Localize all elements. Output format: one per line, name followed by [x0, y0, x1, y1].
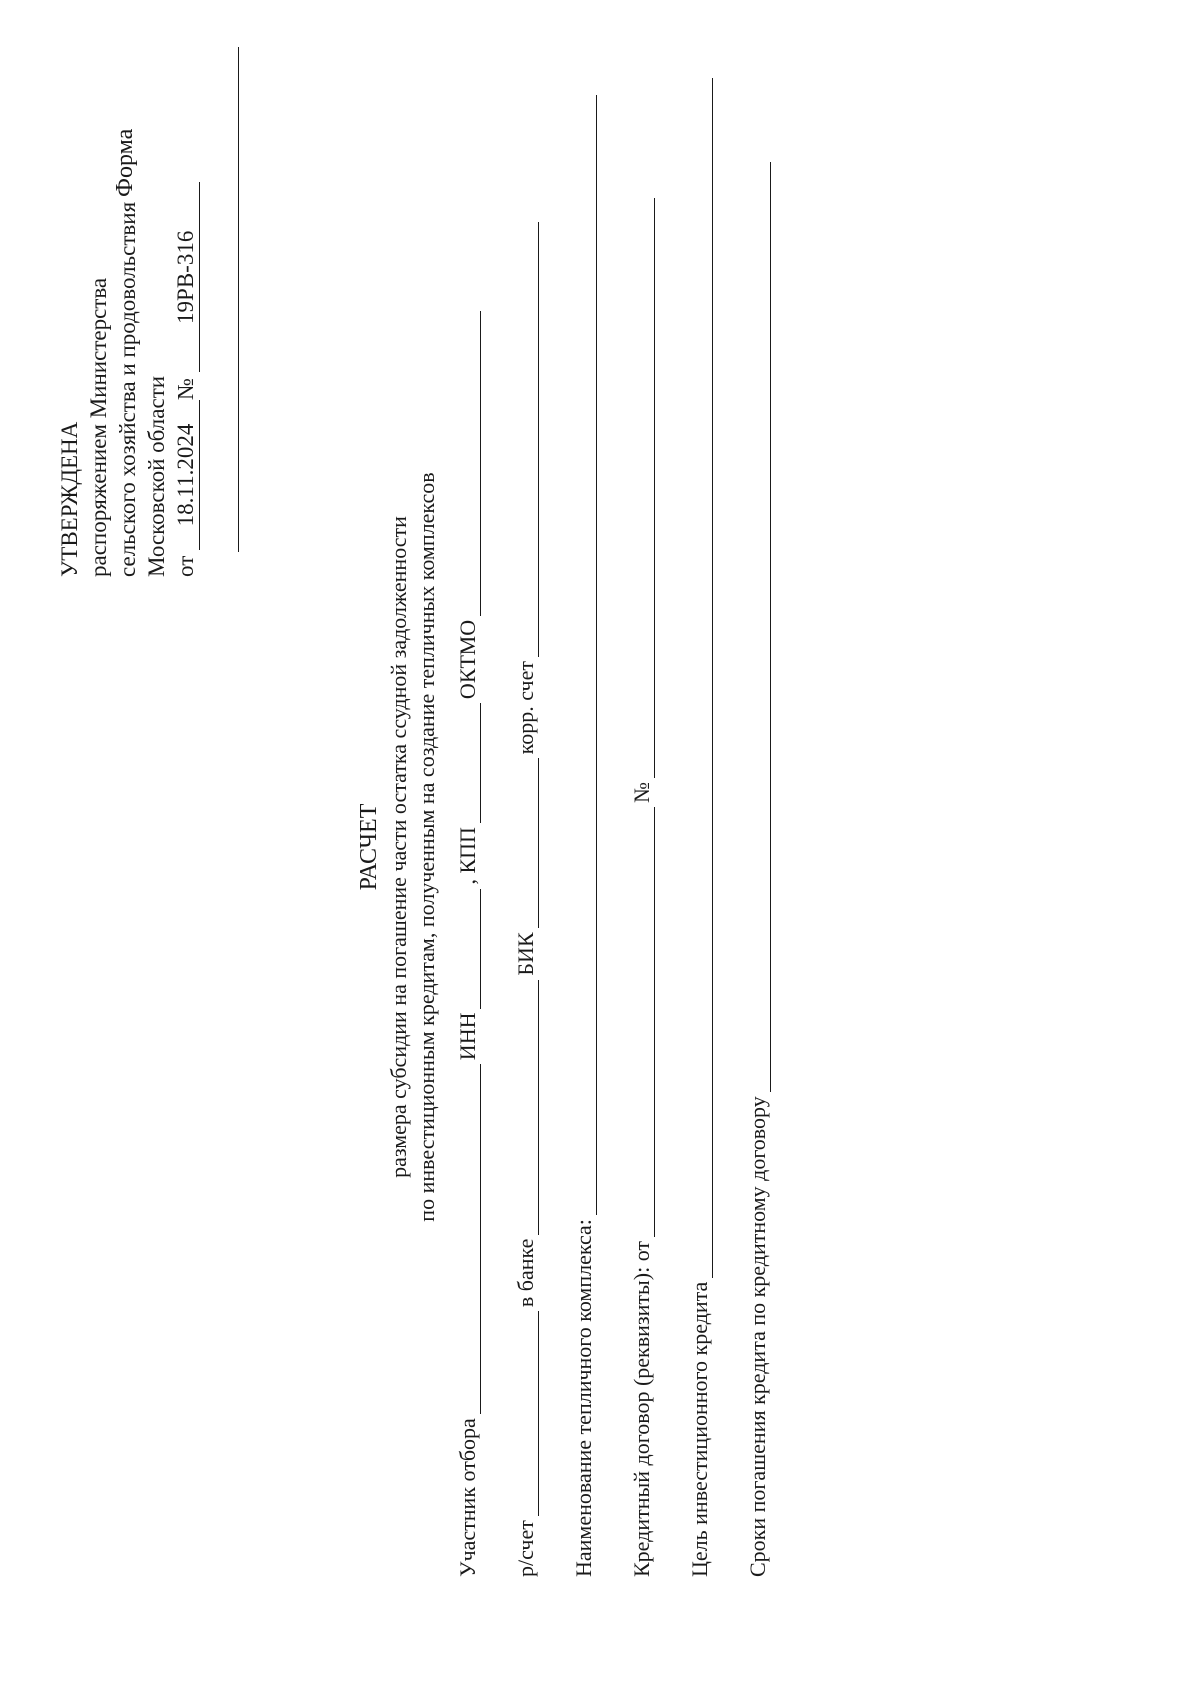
oktmo-label: ОКТМО: [455, 619, 480, 700]
approval-number-label: №: [173, 378, 198, 400]
participant-field[interactable]: [458, 1064, 481, 1414]
bik-label: БИК: [513, 932, 538, 976]
agreement-row: [629, 194, 655, 1577]
account-label: р/счет: [513, 1520, 538, 1577]
complex-name-label: Наименование тепличного комплекса:: [571, 1219, 596, 1577]
repayment-row: [745, 158, 771, 1577]
corr-account-field[interactable]: [516, 222, 539, 657]
approval-line-4: Московской области: [144, 375, 169, 577]
inn-label: ИНН: [455, 1012, 480, 1061]
corr-account-label: корр. счет: [513, 661, 538, 755]
credit-purpose-field[interactable]: [690, 78, 713, 1278]
document-subtitle-2: по инвестиционным кредитам, полученным на создание тепличных комплексов: [414, 472, 439, 1222]
form-label: Форма: [112, 128, 138, 197]
participant-row: [455, 307, 481, 1577]
complex-name-field[interactable]: [574, 95, 597, 1215]
credit-purpose-label: Цель инвестиционного кредита: [687, 1281, 712, 1577]
oktmo-field[interactable]: [458, 311, 481, 616]
credit-agreement-label: Кредитный договор (реквизиты): от: [629, 1240, 654, 1577]
approval-title: УТВЕРЖДЕНА: [57, 421, 82, 577]
approval-line-2: распоряжением Министерства: [86, 277, 111, 577]
document-subtitle-1: размера субсидии на погашение части остатка ссудной задолженности: [386, 516, 411, 1178]
document-heading: [355, 297, 441, 1397]
agreement-date-field[interactable]: [632, 807, 655, 1237]
account-field[interactable]: [516, 1311, 539, 1516]
approval-line-3: сельского хозяйства и продовольствия: [115, 201, 140, 577]
inn-field[interactable]: [458, 889, 481, 1009]
bik-field[interactable]: [516, 758, 539, 928]
repayment-terms-field[interactable]: [748, 162, 771, 1092]
approval-block: [55, 182, 200, 577]
kpp-label: , КПП: [455, 827, 480, 885]
approval-number: 19РВ-316: [173, 182, 200, 372]
agreement-number-field[interactable]: [632, 198, 655, 778]
kpp-field[interactable]: [458, 703, 481, 823]
approval-from-label: от: [173, 555, 198, 577]
document-title: РАСЧЕТ: [356, 803, 382, 891]
purpose-row: [687, 74, 713, 1577]
bank-field[interactable]: [516, 980, 539, 1235]
agreement-number-label: №: [629, 781, 654, 803]
complex-row: [571, 91, 597, 1577]
approval-date-line: [171, 182, 200, 577]
in-bank-label: в банке: [513, 1238, 538, 1308]
approval-date: 18.11.2024: [173, 400, 200, 550]
repayment-terms-label: Сроки погашения кредита по кредитному договору: [745, 1096, 770, 1577]
participant-label: Участник отбора: [455, 1418, 480, 1577]
approval-rule: [238, 47, 239, 552]
bank-row: [513, 218, 539, 1577]
